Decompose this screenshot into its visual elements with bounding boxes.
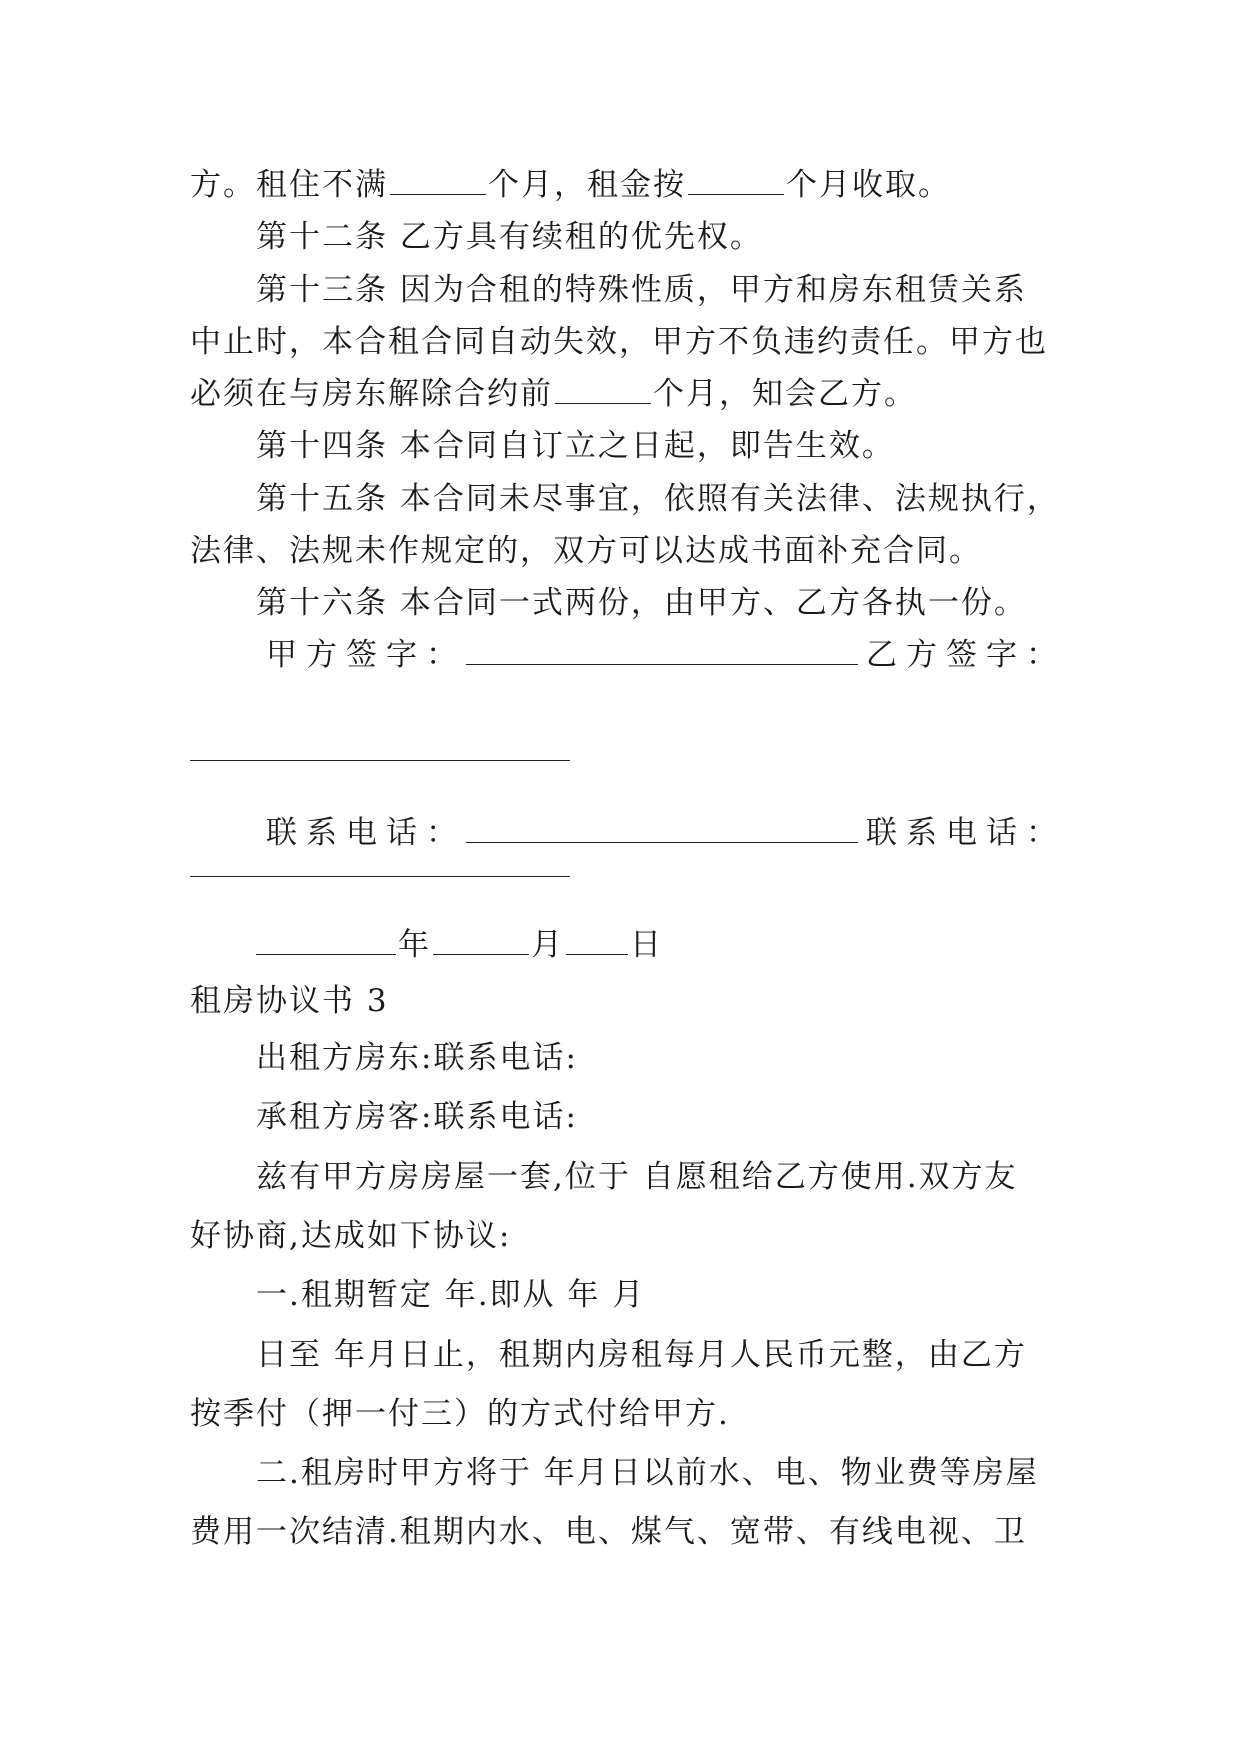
- party-a-signature-label: 甲方签字：: [266, 637, 466, 673]
- clause-14: 第十四条 本合同自订立之日起，即告生效。: [256, 428, 895, 464]
- clause-12: 第十二条 乙方具有续租的优先权。: [256, 219, 763, 255]
- party-b-signature-label: 乙方签字：: [866, 637, 1066, 673]
- day-field: [566, 928, 628, 955]
- year-field: [256, 928, 396, 955]
- clause-11-end: [190, 165, 1070, 205]
- clause-13-end: [190, 374, 1070, 414]
- party-a-phone-field: [466, 816, 858, 843]
- year-label: 年: [398, 927, 431, 963]
- blank-field: [688, 168, 784, 195]
- text-segment: 个月收取。: [786, 167, 951, 203]
- paragraph-line: 好协商,达成如下协议:: [190, 1218, 512, 1254]
- party-a-signature-field: [466, 638, 858, 665]
- tenant-line: 承租方房客:联系电话:: [256, 1099, 578, 1135]
- paragraph-line: 二.租房时甲方将于 年月日以前水、电、物业费等房屋: [256, 1455, 1039, 1491]
- clause-15: 第十五条 本合同未尽事宜，依照有关法律、法规执行，: [256, 481, 1060, 517]
- blank-field: [390, 168, 486, 195]
- party-b-phone-field: [190, 876, 570, 877]
- month-field: [433, 928, 529, 955]
- text-segment: 必须在与房东解除合约前: [190, 376, 553, 412]
- paragraph-line: 费用一次结清.租期内水、电、煤气、宽带、有线电视、卫: [190, 1514, 1027, 1550]
- landlord-line: 出租方房东:联系电话:: [256, 1040, 578, 1076]
- paragraph-line: 一.租期暂定 年.即从 年 月: [256, 1277, 646, 1313]
- paragraph-line: 日至 年月日止，租期内房租每月人民币元整，由乙方: [256, 1337, 1027, 1373]
- clause-13-cont: 中止时，本合租合同自动失效，甲方不负违约责任。甲方也: [190, 324, 1048, 360]
- text-segment: 个月，知会乙方。: [653, 376, 917, 412]
- blank-field: [555, 377, 651, 404]
- section-title: 租房协议书 3: [190, 983, 389, 1019]
- paragraph-line: 按季付（押一付三）的方式付给甲方.: [190, 1396, 730, 1432]
- text-segment: 方。租住不满: [190, 167, 388, 203]
- party-a-phone-label: 联系电话：: [266, 815, 466, 851]
- clause-16: 第十六条 本合同一式两份，由甲方、乙方各执一份。: [256, 585, 1027, 621]
- clause-15-cont: 法律、法规未作规定的，双方可以达成书面补充合同。: [190, 533, 982, 569]
- day-label: 日: [630, 927, 663, 963]
- date-line: [256, 925, 1136, 965]
- text-segment: 个月，租金按: [488, 167, 686, 203]
- month-label: 月: [531, 927, 564, 963]
- party-b-phone-label: 联系电话：: [866, 815, 1066, 851]
- clause-13: 第十三条 因为合租的特殊性质，甲方和房东租赁关系: [256, 272, 1027, 308]
- party-b-signature-field: [190, 760, 570, 761]
- paragraph-line: 兹有甲方房房屋一套,位于 自愿租给乙方使用.双方友: [256, 1159, 1018, 1195]
